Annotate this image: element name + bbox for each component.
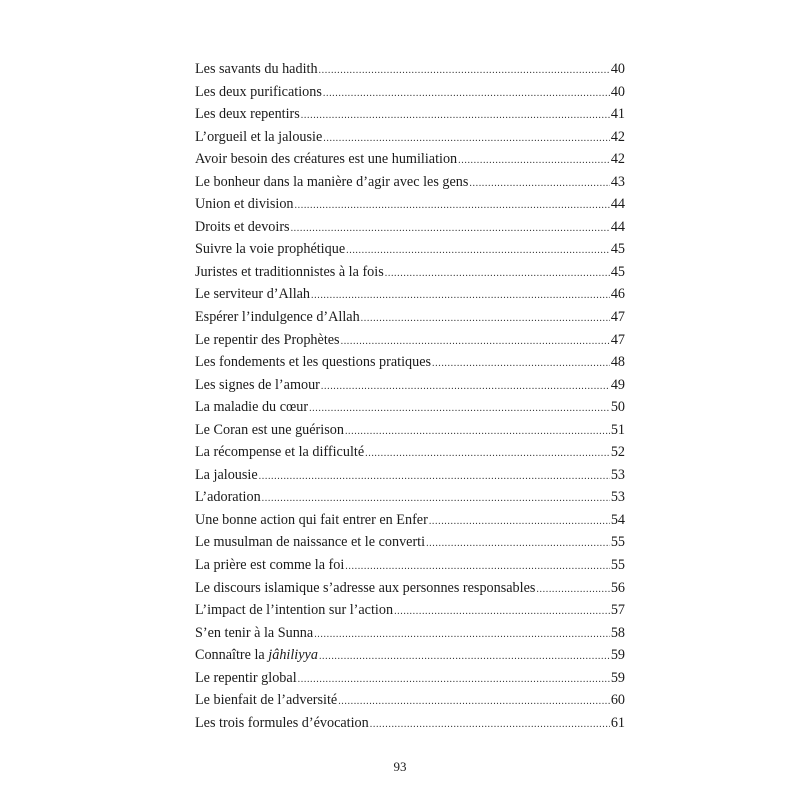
toc-entry-title: L’adoration <box>195 489 261 506</box>
toc-entry-page: 40 <box>610 61 625 77</box>
dot-leader <box>426 533 610 556</box>
toc-entry <box>195 712 625 735</box>
dot-leader <box>309 398 610 421</box>
toc-entry-page: 61 <box>610 714 625 731</box>
toc-entry-page: 50 <box>610 399 625 416</box>
toc-entry-title: S’en tenir à la Sunna <box>195 624 314 641</box>
dot-leader <box>323 128 610 151</box>
toc-entry-title: Le musulman de naissance et le converti <box>195 534 426 551</box>
toc-entry <box>195 396 625 419</box>
dot-leader <box>311 285 610 308</box>
dot-leader <box>338 691 610 714</box>
toc-entry-title: Le repentir global <box>195 669 297 686</box>
toc-entry-title: Le bonheur dans la manière d’agir avec les gens <box>195 173 469 190</box>
page-number: 93 <box>393 759 407 774</box>
toc-entry <box>195 58 625 81</box>
toc-entry-title: Le serviteur d’Allah <box>195 286 311 303</box>
toc-entry-page: 55 <box>610 534 625 551</box>
toc-entry-page: 54 <box>610 511 625 528</box>
toc-entry-page: 45 <box>610 263 625 280</box>
toc-entry-title: Les trois formules d’évocation <box>195 714 369 731</box>
toc-entry <box>195 599 625 622</box>
toc-entry-title: Le discours islamique s’adresse aux personnes responsables <box>195 579 536 596</box>
dot-leader <box>295 195 610 218</box>
dot-leader <box>319 646 610 669</box>
toc-entry-title: La maladie du cœur <box>195 399 309 416</box>
toc-entry-page: 42 <box>610 128 625 145</box>
toc-entry-title: Les fondements et les questions pratiques <box>195 354 432 371</box>
toc-entry-title: La prière est comme la foi <box>195 557 345 574</box>
toc-entry-title: Union et division <box>195 196 294 213</box>
toc-entry <box>195 126 625 149</box>
toc-entry-page: 60 <box>610 692 625 709</box>
toc-entry-title: La jalousie <box>195 466 258 483</box>
dot-leader <box>458 150 610 173</box>
toc-entry-page: 42 <box>610 151 625 168</box>
toc-entry-page: 43 <box>610 173 625 190</box>
toc-entry <box>195 374 625 397</box>
toc-entry-title: Espérer l’indulgence d’Allah <box>195 309 360 326</box>
dot-leader <box>301 105 610 128</box>
toc-entry-page: 46 <box>610 286 625 303</box>
toc-entry-page: 55 <box>610 557 625 574</box>
toc-entry-page: 49 <box>610 376 625 393</box>
toc-entry-title: Le repentir des Prophètes <box>195 331 340 348</box>
toc-entry <box>195 577 625 600</box>
toc-entry <box>195 171 625 194</box>
dot-leader <box>345 556 610 579</box>
toc-entry <box>195 486 625 509</box>
toc-entry <box>195 261 625 284</box>
toc-entry-page: 48 <box>610 354 625 371</box>
toc-entry-title: Connaître la jâhiliyya <box>195 647 318 664</box>
toc-entry-title: Juristes et traditionnistes à la fois <box>195 263 384 280</box>
dot-leader <box>298 669 610 692</box>
dot-leader <box>341 331 610 354</box>
toc-entry <box>195 216 625 239</box>
toc-entry-title: Avoir besoin des créatures est une humiliation <box>195 151 458 168</box>
dot-leader <box>361 308 610 331</box>
dot-leader <box>345 421 610 444</box>
dot-leader <box>321 376 610 399</box>
dot-leader <box>370 714 610 737</box>
toc-entry <box>195 554 625 577</box>
toc-entry-page: 53 <box>610 466 625 483</box>
toc-entry <box>195 103 625 126</box>
toc-entry-page: 58 <box>610 624 625 641</box>
toc-entry <box>195 329 625 352</box>
toc-entry-page: 47 <box>610 309 625 326</box>
dot-leader <box>291 218 610 241</box>
toc-entry-title: Les deux repentirs <box>195 106 300 123</box>
toc-entry-page: 53 <box>610 489 625 506</box>
toc-entry-page: 41 <box>610 106 625 123</box>
toc-entry-title: Les signes de l’amour <box>195 376 320 393</box>
toc-entry-page: 59 <box>610 669 625 686</box>
dot-leader <box>262 488 610 511</box>
toc-entry-page: 59 <box>610 647 625 664</box>
dot-leader <box>536 579 609 602</box>
table-of-contents <box>195 58 625 734</box>
toc-entry-title: Le Coran est une guérison <box>195 421 344 438</box>
dot-leader <box>323 83 610 106</box>
dot-leader <box>432 353 610 376</box>
toc-entry-page: 44 <box>610 196 625 213</box>
toc-entry <box>195 193 625 216</box>
toc-entry-title: Droits et devoirs <box>195 218 290 235</box>
dot-leader <box>394 601 610 624</box>
toc-entry <box>195 464 625 487</box>
toc-entry <box>195 644 625 667</box>
toc-entry <box>195 509 625 532</box>
toc-entry-title: Les deux purifications <box>195 83 322 100</box>
toc-entry <box>195 622 625 645</box>
dot-leader <box>429 511 610 534</box>
toc-entry <box>195 306 625 329</box>
toc-entry-title: L’orgueil et la jalousie <box>195 128 323 145</box>
dot-leader <box>314 624 610 647</box>
dot-leader <box>385 263 610 286</box>
toc-entry-page: 47 <box>610 331 625 348</box>
toc-entry-page: 44 <box>610 218 625 235</box>
toc-entry <box>195 238 625 261</box>
toc-entry-title: Le bienfait de l’adversité <box>195 692 338 709</box>
toc-entry <box>195 283 625 306</box>
toc-entry-page: 40 <box>610 83 625 100</box>
toc-entry-page: 56 <box>610 579 625 596</box>
toc-entry <box>195 351 625 374</box>
dot-leader <box>319 60 610 83</box>
toc-entry <box>195 689 625 712</box>
toc-entry-title: Les savants du hadith <box>195 61 318 77</box>
toc-entry-title: L’impact de l’intention sur l’action <box>195 602 394 619</box>
toc-entry-page: 45 <box>610 241 625 258</box>
toc-entry <box>195 81 625 104</box>
toc-entry-page: 52 <box>610 444 625 461</box>
toc-entry-title: Une bonne action qui fait entrer en Enfer <box>195 511 428 528</box>
toc-entry <box>195 148 625 171</box>
toc-entry-title: Suivre la voie prophétique <box>195 241 346 258</box>
toc-entry <box>195 441 625 464</box>
dot-leader <box>469 173 609 196</box>
toc-entry <box>195 531 625 554</box>
toc-entry-page: 51 <box>610 421 625 438</box>
dot-leader <box>365 443 610 466</box>
toc-entry <box>195 667 625 690</box>
toc-entry-page: 57 <box>610 602 625 619</box>
toc-entry-title: La récompense et la difficulté <box>195 444 365 461</box>
dot-leader <box>259 466 610 489</box>
dot-leader <box>346 240 610 263</box>
toc-entry <box>195 419 625 442</box>
